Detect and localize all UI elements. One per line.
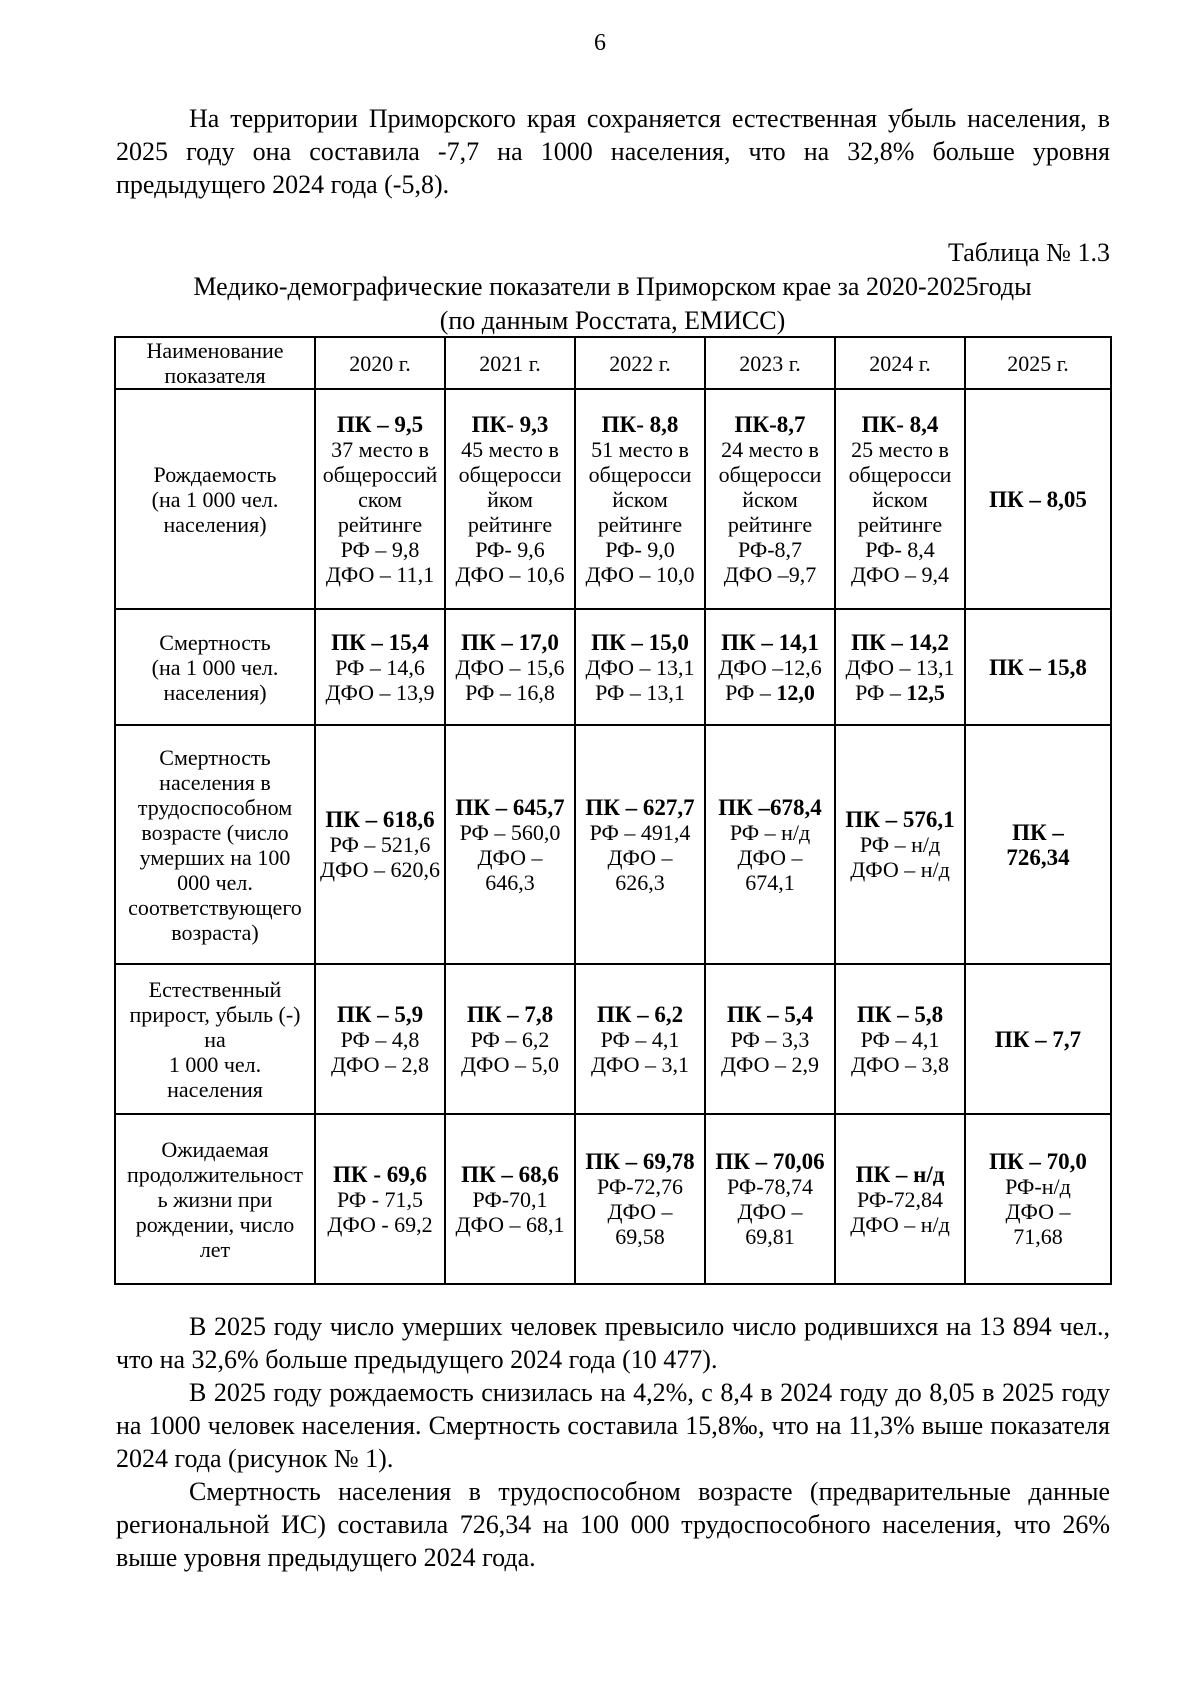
comparison-value: общеросси [718, 461, 822, 487]
comparison-value: ДФО –9,7 [723, 561, 817, 587]
table-row-natural-increase [115, 964, 1111, 1114]
primorsky-value: ПК – 618,6 [325, 807, 435, 832]
indicator-name-cell [115, 964, 315, 1114]
comparison-value: ДФО – 620,6 [319, 857, 441, 882]
comparison-value: ДФО – [1005, 1199, 1071, 1224]
table-header-row [115, 337, 1111, 389]
comparison-value: РФ-72,84 [856, 1186, 944, 1212]
comparison-value: йском [872, 486, 928, 512]
indicator-name-line: продолжительност [126, 1161, 304, 1187]
primorsky-value: ПК – 8,05 [989, 486, 1087, 512]
comparison-value: рейтинге [467, 511, 553, 537]
comparison-value: ДФО – 13,9 [325, 679, 435, 705]
paragraph-deaths-exceed: В 2025 году число умерших человек превысило число родившихся на 13 894 чел., что на 32,6% больше предыдущего 2024 года (10 477). [116, 1312, 1110, 1374]
value-cell [575, 389, 705, 609]
indicator-name-line: Смертность [159, 744, 271, 770]
value-cell [835, 609, 965, 725]
intro-paragraph: На территории Приморского края сохраняется естественная убыль населения, в 2025 году она составила -7,7 на 1000 населения, что на 32,8% больше уровня предыдущего 2024 года (-5,8). [116, 104, 1110, 199]
comparison-value: ДФО – [477, 844, 543, 870]
value-cell [705, 964, 835, 1114]
comparison-value: 674,1 [745, 869, 795, 895]
primorsky-value: ПК- 8,8 [601, 411, 679, 437]
primorsky-value: ПК – 6,2 [596, 1001, 684, 1027]
indicator-name-line: возраста) [171, 919, 259, 945]
primorsky-value: ПК – [1012, 819, 1064, 845]
primorsky-value: ПК –678,4 [718, 794, 822, 820]
header-year: 2022 г. [575, 337, 705, 389]
comparison-value: РФ – н/д [729, 819, 811, 845]
value-cell [445, 609, 575, 725]
comparison-value: РФ- 9,6 [475, 536, 545, 562]
comparison-value: рейтинге [727, 511, 813, 537]
value-cell [315, 725, 445, 964]
indicator-name-line: лет [199, 1236, 231, 1262]
table-source-line: (по данным Росстата, ЕМИСС) [439, 306, 786, 335]
header-indicator-name [115, 337, 315, 389]
primorsky-value: ПК – 5,9 [336, 1001, 424, 1027]
comparison-value: ДФО – 3,1 [590, 1051, 690, 1077]
table-title [100, 270, 1125, 338]
indicator-name-line: населения) [163, 511, 267, 537]
comparison-value: ДФО – н/д [850, 857, 950, 882]
comparison-value: 646,3 [485, 869, 535, 895]
primorsky-value: ПК – 7,8 [466, 1001, 554, 1027]
primorsky-value: ПК – 9,5 [336, 411, 424, 437]
value-cell [835, 1114, 965, 1284]
comparison-value: ДФО – [737, 844, 803, 870]
comparison-value: 37 место в [331, 436, 429, 462]
primorsky-value: ПК – 70,0 [989, 1149, 1087, 1174]
comparison-value: РФ – 6,2 [470, 1026, 550, 1052]
comparison-value: рейтинге [337, 511, 423, 537]
comparison-value: РФ – 3,3 [730, 1026, 810, 1052]
comparison-value: РФ – 12,0 [725, 679, 815, 705]
value-cell [705, 1114, 835, 1284]
comparison-value: РФ – 560,0 [459, 819, 561, 845]
indicator-name-line: трудоспособном [137, 794, 293, 820]
primorsky-value: ПК – 15,0 [591, 629, 689, 655]
header-name-line: Наименование [146, 338, 284, 363]
comparison-value: йком [487, 486, 533, 512]
indicator-name-line: рождении, число [135, 1211, 295, 1237]
header-year: 2020 г. [315, 337, 445, 389]
primorsky-value: ПК – 5,8 [856, 1001, 944, 1027]
table-row-birth-rate [115, 389, 1111, 609]
value-cell [315, 389, 445, 609]
comparison-value: ДФО – [607, 1199, 673, 1224]
comparison-value: 69,81 [745, 1224, 795, 1249]
comparison-value: РФ-70,1 [472, 1186, 548, 1212]
comparison-value-bold: 12,0 [776, 679, 815, 705]
table-title-line: Медико-демографические показатели в Приморском крае за 2020-2025годы [193, 272, 1032, 301]
indicator-name-line: на [204, 1026, 226, 1052]
value-cell [575, 609, 705, 725]
comparison-value: РФ- 9,0 [605, 536, 675, 562]
comparison-value: ДФО – 15,6 [455, 654, 565, 680]
comparison-value: общеросси [458, 461, 562, 487]
indicator-name-line: (на 1 000 чел. [151, 654, 279, 680]
primorsky-value: ПК-8,7 [734, 411, 806, 437]
primorsky-value: ПК – н/д [855, 1161, 945, 1187]
comparison-value: 626,3 [615, 869, 665, 895]
comparison-value: общеросси [848, 461, 952, 487]
comparison-value: йском [612, 486, 668, 512]
comparison-value: РФ – 13,1 [595, 679, 685, 705]
value-cell [705, 389, 835, 609]
comparison-value: общероссий [322, 461, 438, 487]
comparison-value: РФ – 4,1 [600, 1026, 680, 1052]
comparison-value: рейтинге [597, 511, 683, 537]
comparison-value: 51 место в [591, 436, 689, 462]
comparison-value: РФ – 4,1 [860, 1026, 940, 1052]
indicator-name-line: Рождаемость [153, 461, 277, 487]
comparison-value: РФ-78,74 [726, 1174, 814, 1199]
comparison-value: РФ – 491,4 [589, 819, 691, 845]
comparison-value: РФ – 12,5 [855, 679, 945, 705]
value-cell [445, 964, 575, 1114]
comparison-value: ДФО - 69,2 [327, 1211, 433, 1237]
comparison-value: ДФО – [737, 1199, 803, 1224]
comparison-value: ДФО – 2,8 [330, 1051, 430, 1077]
comparison-value: ДФО – 13,1 [585, 654, 695, 680]
primorsky-value: ПК – 576,1 [845, 807, 955, 832]
demographics-table [114, 336, 1112, 1285]
indicator-name-line: населения) [163, 679, 267, 705]
primorsky-value: ПК – 15,8 [989, 654, 1087, 680]
indicator-name-line: (на 1 000 чел. [151, 486, 279, 512]
comparison-value: ДФО – 3,8 [850, 1051, 950, 1077]
value-cell [315, 609, 445, 725]
indicator-name-line: Ожидаемая [161, 1136, 269, 1162]
comparison-value: РФ – н/д [859, 832, 941, 857]
comparison-value: 24 место в [721, 436, 819, 462]
value-cell [965, 725, 1111, 964]
indicator-name-cell [115, 389, 315, 609]
comparison-value: ДФО – н/д [850, 1211, 950, 1237]
comparison-value: ДФО – 68,1 [455, 1211, 565, 1237]
indicator-name-line: населения в [159, 769, 271, 795]
comparison-value: ДФО –12,6 [718, 654, 822, 680]
indicator-name-line: населения [167, 1076, 263, 1102]
primorsky-value: ПК – 17,0 [461, 629, 559, 655]
primorsky-value: 726,34 [1006, 844, 1070, 870]
comparison-value: 71,68 [1013, 1224, 1063, 1249]
table-row-death-rate [115, 609, 1111, 725]
value-cell [835, 964, 965, 1114]
comparison-value: РФ-8,7 [737, 536, 803, 562]
paragraph-birth-decline: В 2025 году рождаемость снизилась на 4,2%, с 8,4 в 2024 году до 8,05 в 2025 году на 1000 человек населения. Смертность составила 15,8‰, что на 11,3% выше показателя 2024 года (рисунок № 1). [116, 1378, 1110, 1473]
comparison-value: ДФО – 5,0 [460, 1051, 560, 1077]
indicator-name-cell [115, 609, 315, 725]
table-caption: Таблица № 1.3 [947, 238, 1110, 267]
value-cell [705, 609, 835, 725]
primorsky-value: ПК – 69,78 [585, 1149, 695, 1174]
comparison-value: ДФО – 10,0 [585, 561, 695, 587]
comparison-value: рейтинге [857, 511, 943, 537]
primorsky-value: ПК – 70,06 [715, 1149, 825, 1174]
value-cell [965, 964, 1111, 1114]
comparison-value-bold: 12,5 [906, 679, 945, 705]
indicator-name-cell [115, 1114, 315, 1284]
comparison-value: ДФО – 2,9 [720, 1051, 820, 1077]
value-cell [315, 964, 445, 1114]
header-year: 2023 г. [705, 337, 835, 389]
primorsky-value: ПК – 15,4 [331, 629, 429, 655]
comparison-value: 25 место в [851, 436, 949, 462]
table-row-life-expectancy [115, 1114, 1111, 1284]
primorsky-value: ПК – 645,7 [455, 794, 565, 820]
primorsky-value: ПК – 14,2 [851, 629, 949, 655]
comparison-value: йском [742, 486, 798, 512]
value-cell [575, 964, 705, 1114]
indicator-name-line: ь жизни при [157, 1186, 273, 1212]
primorsky-value: ПК – 627,7 [585, 794, 695, 820]
comparison-value: общеросси [588, 461, 692, 487]
primorsky-value: ПК- 8,4 [861, 411, 939, 437]
value-cell [835, 725, 965, 964]
comparison-value: РФ- 8,4 [865, 536, 935, 562]
comparison-value: РФ-72,76 [596, 1174, 684, 1199]
value-cell [965, 1114, 1111, 1284]
comparison-value: ДФО – 10,6 [455, 561, 565, 587]
comparison-value: ском [358, 486, 402, 512]
value-cell [445, 725, 575, 964]
value-cell [705, 725, 835, 964]
comparison-value: РФ-н/д [1005, 1174, 1071, 1199]
indicator-name-line: умерших на 100 [139, 844, 291, 870]
indicator-name-line: Смертность [159, 629, 271, 655]
primorsky-value: ПК – 5,4 [726, 1001, 814, 1027]
table-row-working-age-mortality [115, 725, 1111, 964]
value-cell [445, 1114, 575, 1284]
value-cell [965, 609, 1111, 725]
value-cell [315, 1114, 445, 1284]
value-cell [965, 389, 1111, 609]
value-cell [575, 725, 705, 964]
comparison-value: ДФО – 9,4 [850, 561, 950, 587]
comparison-value: РФ – 16,8 [465, 679, 555, 705]
header-year: 2024 г. [835, 337, 965, 389]
header-year: 2025 г. [965, 337, 1111, 389]
comparison-value: ДФО – 13,1 [845, 654, 955, 680]
comparison-value: РФ – 521,6 [329, 832, 431, 857]
indicator-name-line: возрасте (число [141, 819, 289, 845]
indicator-name-line: 1 000 чел. [168, 1051, 262, 1077]
comparison-value: РФ – 14,6 [335, 654, 425, 680]
comparison-value: ДФО – [607, 844, 673, 870]
primorsky-value: ПК – 7,7 [994, 1026, 1082, 1052]
header-year: 2021 г. [445, 337, 575, 389]
primorsky-value: ПК - 69,6 [333, 1161, 427, 1187]
indicator-name-line: прирост, убыль (-) [129, 1001, 301, 1027]
comparison-value: 69,58 [615, 1224, 665, 1249]
value-cell [835, 389, 965, 609]
primorsky-value: ПК – 68,6 [461, 1161, 559, 1187]
paragraph-working-age-mortality: Смертность населения в трудоспособном возрасте (предварительные данные региональной ИС) составила 726,34 на 100 000 трудоспособного населения, что 26% выше уровня предыдущего 2024 года. [116, 1477, 1110, 1572]
primorsky-value: ПК- 9,3 [471, 411, 549, 437]
comparison-value: 45 место в [461, 436, 559, 462]
page-number: 6 [594, 30, 606, 56]
indicator-name-line: Естественный [148, 976, 282, 1002]
comparison-value: РФ – 9,8 [340, 536, 420, 562]
indicator-name-line: соответствующего [128, 894, 302, 920]
indicator-name-line: 000 чел. [177, 869, 253, 895]
header-name-line: показателя [164, 363, 266, 388]
comparison-value: РФ – 4,8 [340, 1026, 420, 1052]
value-cell [575, 1114, 705, 1284]
comparison-value: ДФО – 11,1 [325, 561, 435, 587]
comparison-value: РФ - 71,5 [336, 1186, 424, 1212]
primorsky-value: ПК – 14,1 [721, 629, 819, 655]
value-cell [445, 389, 575, 609]
indicator-name-cell [115, 725, 315, 964]
